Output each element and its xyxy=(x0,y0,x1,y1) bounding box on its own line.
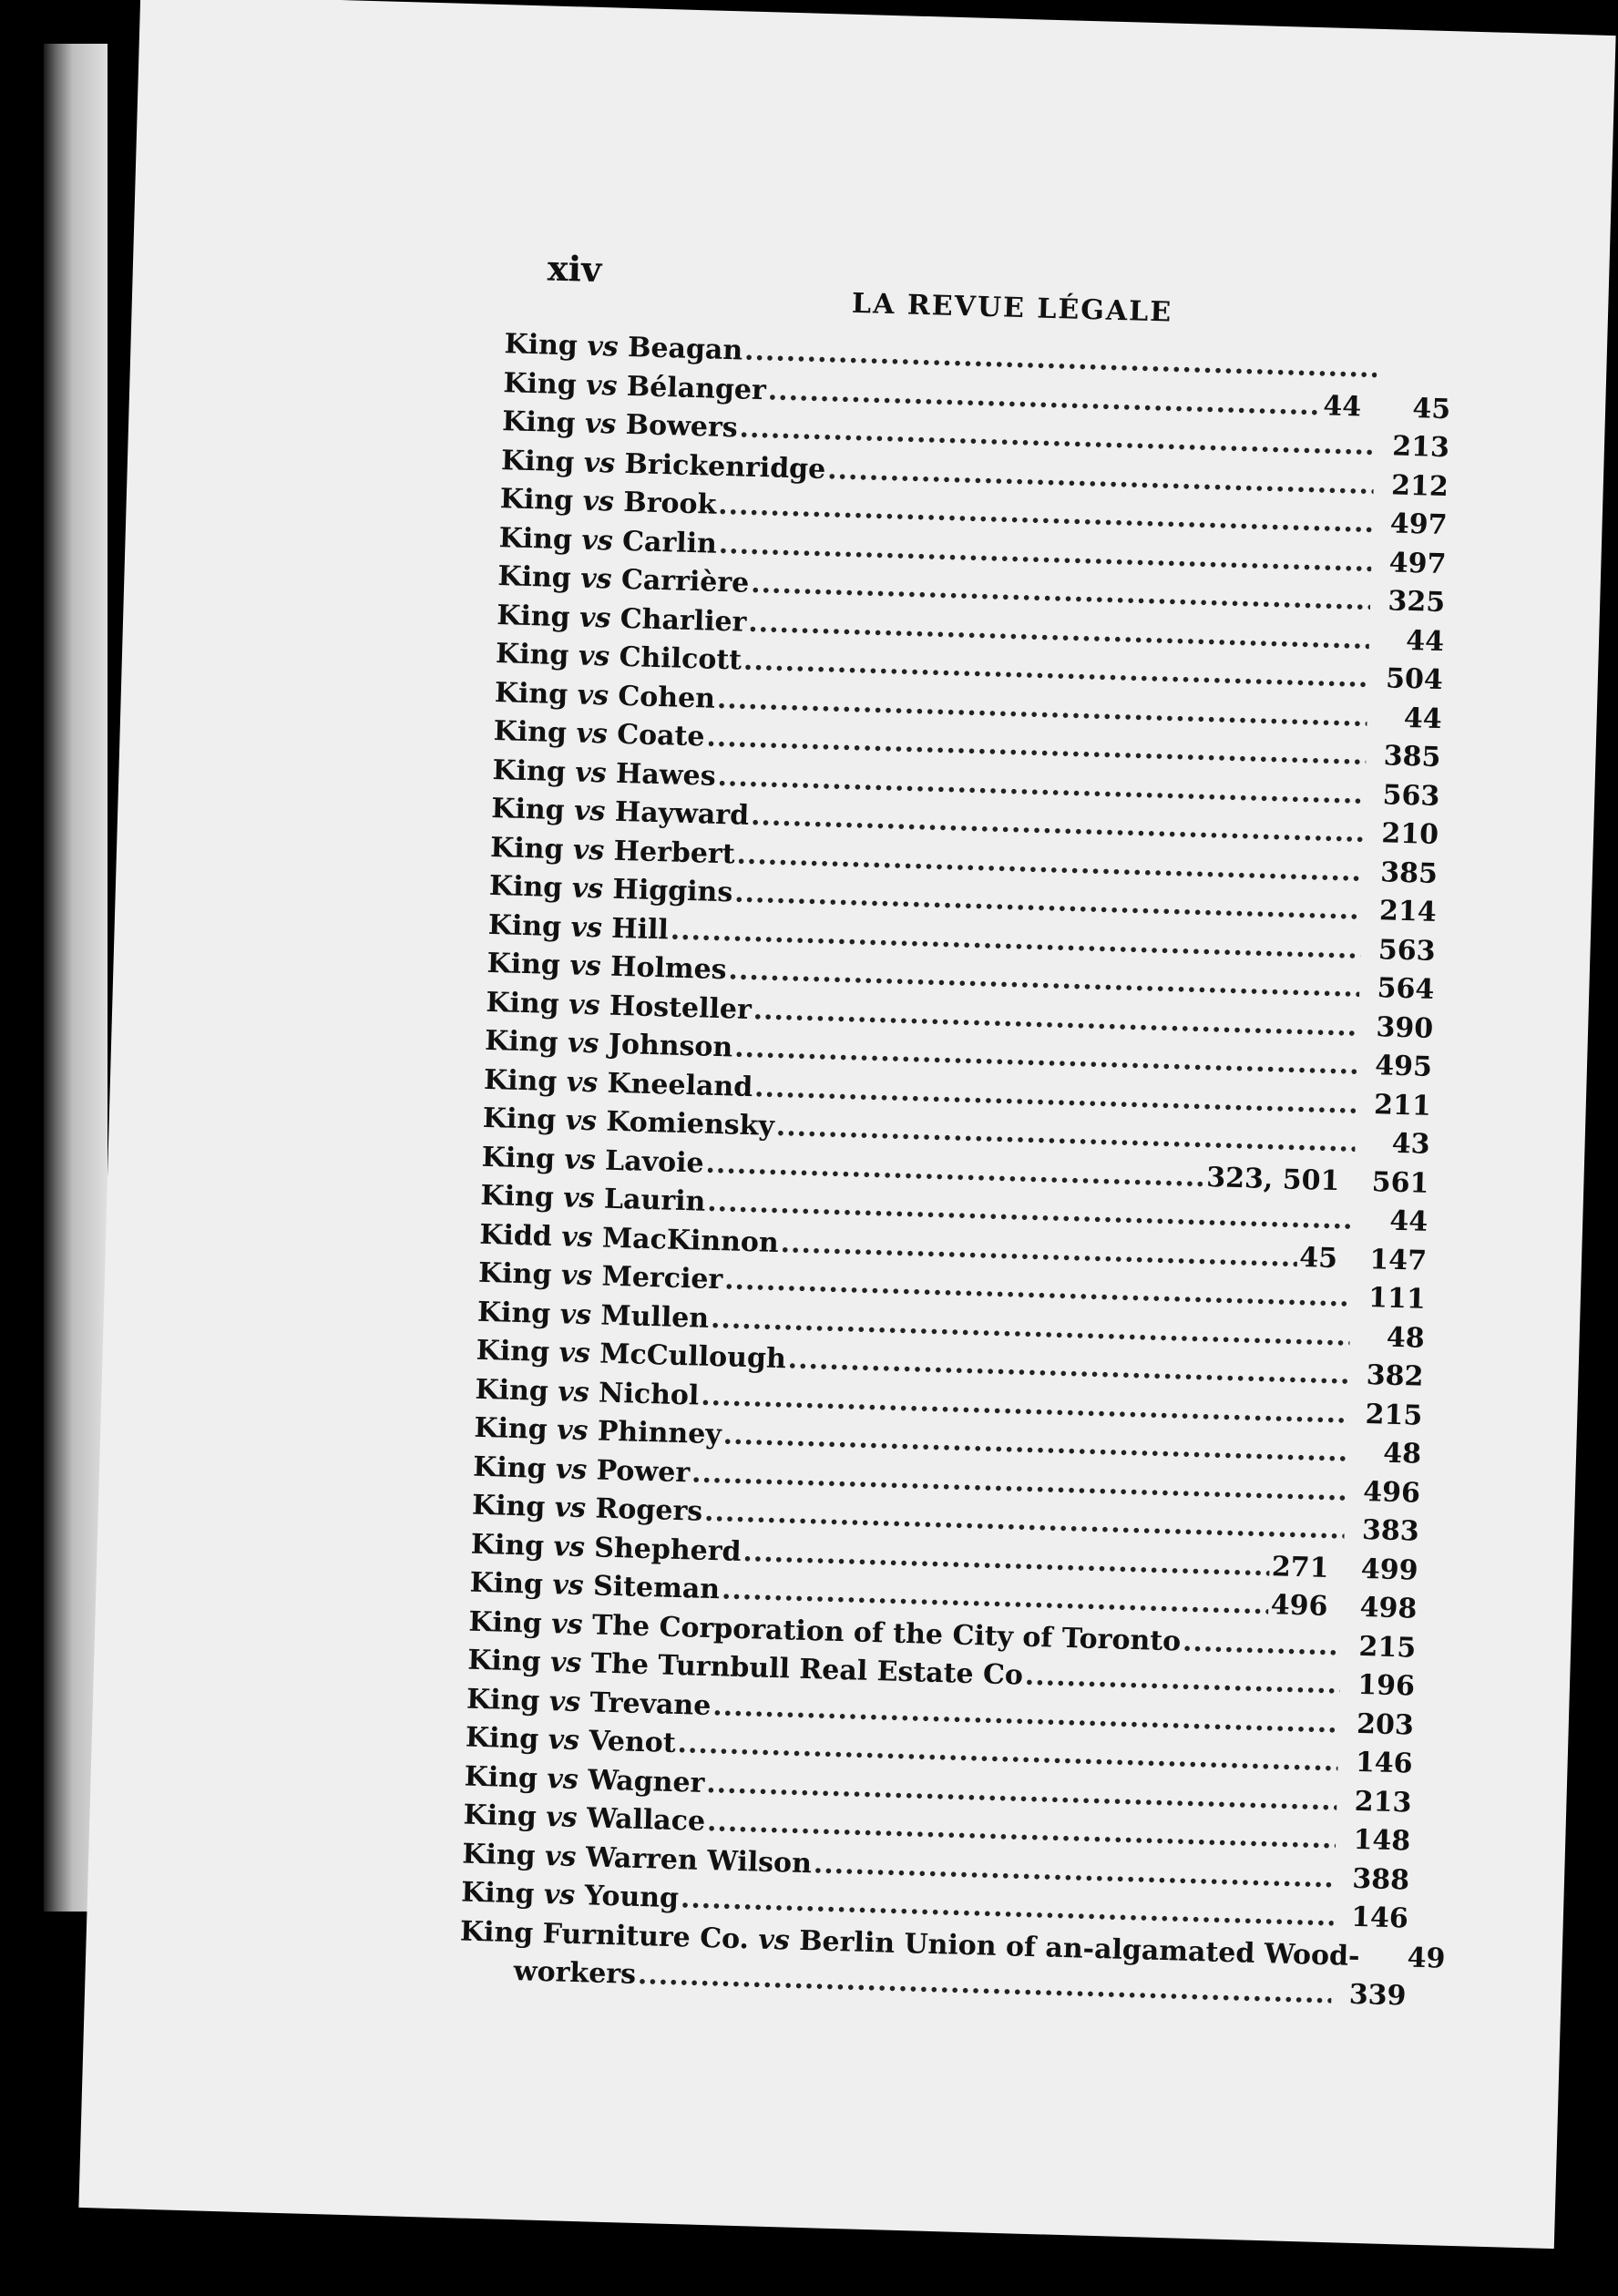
cross-reference: 496 xyxy=(1270,1589,1328,1623)
versus-label: vs xyxy=(560,1259,593,1293)
party-one: King Furniture Co. xyxy=(459,1914,750,1955)
page-number: xiv xyxy=(547,247,602,291)
party-one: King xyxy=(494,676,568,711)
versus-label: vs xyxy=(545,1801,579,1835)
page-reference: 148 xyxy=(1353,1823,1411,1858)
case-index-list xyxy=(458,328,1452,2019)
party-one: King xyxy=(473,1411,548,1446)
versus-label: vs xyxy=(572,833,605,866)
party-one: Kidd xyxy=(478,1218,553,1253)
versus-label: vs xyxy=(582,485,615,518)
page-reference: 561 xyxy=(1371,1165,1429,1200)
cross-reference: 271 xyxy=(1271,1550,1330,1584)
versus-label: vs xyxy=(570,910,603,944)
page-reference: 44 xyxy=(1388,1204,1429,1238)
case-name xyxy=(470,1528,742,1567)
case-name xyxy=(474,1412,722,1451)
party-two: Bélanger xyxy=(626,370,767,406)
page-reference: 325 xyxy=(1388,585,1446,620)
party-one: King xyxy=(466,1644,542,1678)
case-name xyxy=(464,1760,705,1799)
party-two: Hawes xyxy=(615,757,717,793)
party-two: Nichol xyxy=(598,1377,700,1412)
cross-reference: 49 xyxy=(1407,1942,1446,1975)
party-one: King xyxy=(465,1721,539,1756)
case-name xyxy=(495,677,716,715)
party-two: MacKinnon xyxy=(601,1222,780,1259)
versus-label: vs xyxy=(567,1027,599,1061)
party-two: Bowers xyxy=(625,408,739,445)
page-reference: 196 xyxy=(1357,1668,1416,1703)
versus-label: vs xyxy=(579,601,611,635)
party-one: King xyxy=(482,1102,557,1137)
versus-label: vs xyxy=(548,1724,580,1758)
party-two: Carlin xyxy=(621,525,718,560)
party-one: King xyxy=(495,638,569,672)
party-one: King xyxy=(504,328,579,363)
case-name xyxy=(486,986,752,1025)
party-two: Venot xyxy=(588,1725,677,1760)
party-one: King xyxy=(487,908,562,943)
page-reference: 496 xyxy=(1362,1475,1421,1510)
versus-label: vs xyxy=(757,1923,791,1957)
versus-label: vs xyxy=(586,330,620,364)
party-one: King xyxy=(483,1063,558,1098)
versus-label: vs xyxy=(562,1182,596,1215)
party-two: Komiensky xyxy=(605,1105,775,1143)
party-one: King xyxy=(460,1876,535,1911)
case-name xyxy=(475,1373,700,1411)
party-two: Carrière xyxy=(620,563,750,600)
party-two: Chilcott xyxy=(619,641,742,677)
case-name xyxy=(463,1799,705,1838)
versus-label: vs xyxy=(578,640,610,673)
page-reference: 48 xyxy=(1382,1437,1422,1471)
page-reference: 147 xyxy=(1368,1243,1428,1277)
versus-label: vs xyxy=(571,872,604,906)
versus-label: vs xyxy=(580,524,614,558)
party-two: Hosteller xyxy=(609,989,753,1026)
party-one: King xyxy=(477,1256,552,1291)
versus-label: vs xyxy=(559,1297,592,1331)
case-name xyxy=(484,1063,753,1102)
party-one: King xyxy=(489,831,564,866)
party-one: King xyxy=(497,560,572,595)
versus-label: vs xyxy=(557,1375,590,1409)
case-name xyxy=(503,367,766,406)
versus-label: vs xyxy=(583,446,616,480)
case-name xyxy=(491,793,750,832)
case-name xyxy=(478,1257,723,1296)
versus-label: vs xyxy=(558,1337,591,1370)
versus-label: vs xyxy=(543,1879,576,1912)
party-two: Shepherd xyxy=(593,1531,742,1568)
page-reference: 111 xyxy=(1367,1282,1427,1316)
party-one: King xyxy=(493,715,568,750)
case-name xyxy=(493,715,705,753)
party-one: King xyxy=(499,483,574,518)
party-two: Johnson xyxy=(608,1028,733,1064)
party-two: The Turnbull Real Estate Co xyxy=(590,1647,1024,1692)
versus-label: vs xyxy=(556,1414,589,1448)
versus-label: vs xyxy=(573,794,606,828)
page-reference: 213 xyxy=(1391,430,1450,465)
page-reference: 388 xyxy=(1351,1862,1410,1897)
party-two: Higgins xyxy=(612,873,733,909)
party-two: Mercier xyxy=(601,1260,723,1297)
versus-label: vs xyxy=(584,407,617,441)
versus-label: vs xyxy=(551,1569,585,1603)
paper-sheet xyxy=(78,0,1615,2249)
party-one: King xyxy=(486,947,561,982)
party-one: King xyxy=(463,1799,538,1833)
party-one: King xyxy=(470,1528,545,1563)
page-reference: 44 xyxy=(1403,702,1443,735)
party-one: King xyxy=(496,599,571,633)
page-reference: 43 xyxy=(1391,1127,1431,1161)
case-name xyxy=(477,1296,710,1334)
case-name xyxy=(497,600,747,639)
page-reference xyxy=(1378,377,1451,379)
party-one: King xyxy=(466,1683,540,1717)
party-two: Mullen xyxy=(599,1299,710,1335)
party-one: King xyxy=(481,1141,556,1175)
running-head: LA REVUE LÉGALE xyxy=(851,287,1173,329)
page-reference: 211 xyxy=(1373,1088,1432,1122)
case-name xyxy=(469,1567,720,1606)
case-name xyxy=(497,560,750,600)
party-one: King xyxy=(501,405,577,440)
party-one: King xyxy=(480,1179,555,1215)
page-reference: 215 xyxy=(1365,1398,1423,1432)
versus-label: vs xyxy=(566,1065,599,1099)
case-name xyxy=(499,483,716,521)
cross-reference: 323, 501 xyxy=(1205,1161,1340,1197)
cross-reference: 44 xyxy=(1322,389,1362,423)
party-two-continued: workers xyxy=(513,1955,637,1991)
case-name xyxy=(492,753,716,792)
party-two: Hill xyxy=(610,912,670,946)
case-name xyxy=(487,908,669,946)
party-two: Wallace xyxy=(586,1802,706,1838)
party-one: King xyxy=(461,1838,537,1872)
party-one: King xyxy=(468,1605,543,1640)
page-reference: 45 xyxy=(1411,392,1451,425)
party-two: Beagan xyxy=(627,331,743,367)
page-reference: 382 xyxy=(1366,1359,1424,1393)
versus-label: vs xyxy=(577,679,609,712)
case-name xyxy=(498,522,717,560)
page-reference: 203 xyxy=(1356,1707,1415,1742)
page-reference: 215 xyxy=(1358,1630,1417,1665)
versus-label: vs xyxy=(563,1143,597,1176)
versus-label: vs xyxy=(553,1530,586,1563)
page-reference: 214 xyxy=(1378,895,1438,928)
page-reference: 563 xyxy=(1382,778,1440,813)
party-two: Siteman xyxy=(592,1570,721,1606)
page-reference: 339 xyxy=(1348,1978,1407,2013)
page-reference: 504 xyxy=(1385,662,1444,697)
party-one: King xyxy=(475,1373,549,1408)
party-two: Young xyxy=(584,1880,680,1915)
party-two: Cohen xyxy=(617,680,716,715)
party-two: Kneeland xyxy=(607,1067,753,1103)
versus-label: vs xyxy=(555,1452,588,1486)
case-name xyxy=(496,638,742,677)
page-reference: 385 xyxy=(1379,856,1439,890)
party-one: King xyxy=(486,986,560,1020)
page-reference: 495 xyxy=(1374,1050,1433,1083)
case-name xyxy=(473,1450,691,1489)
page-reference: 210 xyxy=(1380,817,1439,851)
case-name xyxy=(490,831,735,869)
party-two: Herbert xyxy=(613,835,736,870)
page-reference: 146 xyxy=(1355,1746,1414,1780)
versus-label: vs xyxy=(550,1607,584,1641)
page-reference: 213 xyxy=(1354,1785,1412,1819)
party-two: Hayward xyxy=(614,795,750,832)
page-reference: 498 xyxy=(1359,1591,1418,1625)
dot-leader xyxy=(1183,1625,1342,1662)
case-name xyxy=(502,405,738,444)
page-reference: 44 xyxy=(1405,624,1445,658)
versus-label: vs xyxy=(576,717,609,751)
party-one: King xyxy=(503,366,578,401)
page-reference: 383 xyxy=(1361,1513,1420,1548)
page-reference: 497 xyxy=(1388,546,1447,580)
party-one: King xyxy=(492,753,567,788)
party-one: King xyxy=(488,869,563,905)
party-one: King xyxy=(484,1024,559,1060)
case-name xyxy=(465,1722,676,1759)
case-name xyxy=(486,948,727,986)
party-one: King xyxy=(490,792,566,827)
versus-label: vs xyxy=(568,988,600,1021)
versus-label: vs xyxy=(585,369,618,403)
party-two: Brickenridge xyxy=(624,447,826,486)
case-name xyxy=(461,1877,680,1915)
party-two: McCullough xyxy=(599,1338,787,1376)
versus-label: vs xyxy=(568,949,602,983)
party-two: Charlier xyxy=(620,602,747,639)
case-name xyxy=(485,1025,733,1064)
versus-label: vs xyxy=(546,1762,579,1796)
party-two: Power xyxy=(596,1453,691,1489)
party-two: Brook xyxy=(622,486,717,521)
party-one: King xyxy=(471,1489,546,1523)
page-reference: 564 xyxy=(1377,972,1435,1006)
case-name xyxy=(480,1180,706,1218)
page-reference: 48 xyxy=(1386,1321,1426,1355)
party-two: Lavoie xyxy=(604,1144,705,1180)
party-two: Phinney xyxy=(597,1415,722,1451)
party-one: King xyxy=(464,1760,538,1795)
versus-label: vs xyxy=(565,1104,598,1138)
case-name xyxy=(466,1683,712,1721)
versus-label: vs xyxy=(548,1685,581,1718)
party-one: King xyxy=(500,444,575,478)
page-reference: 385 xyxy=(1383,740,1441,774)
party-two: The Corporation of the City of Toronto xyxy=(591,1608,1182,1657)
versus-label: vs xyxy=(560,1220,594,1254)
versus-label: vs xyxy=(544,1840,577,1873)
case-name xyxy=(481,1141,704,1179)
page-reference: 497 xyxy=(1389,507,1449,542)
case-name xyxy=(504,328,742,366)
party-two: Berlin Union of an-algamated Wood- xyxy=(798,1924,1360,1973)
case-name xyxy=(472,1490,703,1528)
case-name xyxy=(489,870,733,908)
party-two: Warren Wilson xyxy=(585,1840,813,1880)
page-reference: 146 xyxy=(1350,1901,1409,1935)
versus-label: vs xyxy=(574,756,608,789)
party-one: King xyxy=(476,1296,551,1330)
party-two: Holmes xyxy=(609,950,728,987)
party-two: Wagner xyxy=(587,1763,705,1799)
party-one: King xyxy=(472,1450,547,1485)
versus-label: vs xyxy=(549,1646,582,1680)
party-one: King xyxy=(476,1334,550,1368)
party-two: Coate xyxy=(616,718,705,753)
party-two: Laurin xyxy=(603,1183,706,1218)
party-two: Trevane xyxy=(589,1686,712,1722)
party-one: King xyxy=(469,1566,544,1601)
page-reference: 390 xyxy=(1376,1010,1434,1045)
page-reference: 499 xyxy=(1360,1553,1418,1587)
party-one: King xyxy=(498,521,573,556)
page-reference: 563 xyxy=(1377,933,1436,968)
party-two: Rogers xyxy=(595,1492,703,1528)
cross-reference: 45 xyxy=(1298,1241,1338,1275)
versus-label: vs xyxy=(554,1491,587,1525)
page-reference: 212 xyxy=(1390,468,1449,503)
versus-label: vs xyxy=(579,562,613,596)
